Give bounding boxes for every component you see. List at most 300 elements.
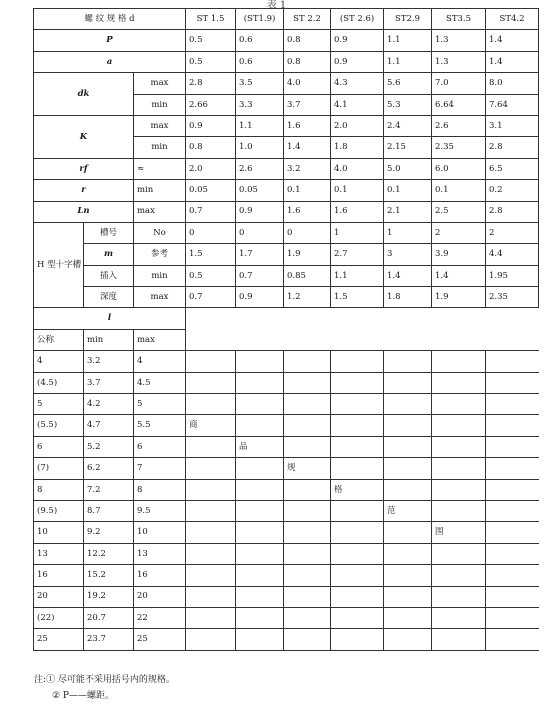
range-cell: [284, 586, 331, 607]
range-cell: [236, 565, 284, 586]
table-row: [34, 543, 539, 564]
size-header: (ST 2.6): [331, 9, 384, 30]
range-cell: [284, 351, 331, 372]
range-cell: [384, 458, 432, 479]
param-r-cell: 0.05: [236, 180, 284, 201]
table-row: [34, 479, 539, 500]
range-cell: [384, 543, 432, 564]
dk-min-cell: 6.64: [432, 94, 486, 115]
range-cell: [384, 372, 432, 393]
k-max-cell: 2.4: [384, 115, 432, 136]
length-nominal-cell: (4.5): [34, 372, 84, 393]
length-max-cell: 7: [134, 458, 186, 479]
range-cell: [486, 458, 539, 479]
range-cell: [486, 500, 539, 521]
param-rf-cell: 3.2: [284, 158, 331, 179]
param-r-cell: 0.1: [432, 180, 486, 201]
recess-value-cell: 3: [384, 244, 432, 265]
range-cell: [384, 607, 432, 628]
range-cell: [186, 436, 236, 457]
a-value-cell: 0.5: [186, 51, 236, 72]
length-min-cell: 12.2: [84, 543, 134, 564]
length-nominal-cell: (5.5): [34, 415, 84, 436]
range-cell: [486, 565, 539, 586]
range-cell: [331, 436, 384, 457]
range-cell: [284, 629, 331, 650]
recess-value-cell: 2: [432, 222, 486, 243]
range-cell: [486, 436, 539, 457]
table-row: [34, 115, 539, 136]
range-cell: [432, 458, 486, 479]
range-cell: [236, 458, 284, 479]
range-cell: [486, 586, 539, 607]
range-cell: [432, 607, 486, 628]
recess-value-cell: 0: [284, 222, 331, 243]
min-label: min: [134, 137, 186, 158]
dk-min-cell: 5.3: [384, 94, 432, 115]
table-row: [34, 30, 539, 51]
param-k-label: K: [34, 115, 134, 158]
range-cell: [236, 479, 284, 500]
param-ln-cell: 2.1: [384, 201, 432, 222]
k-max-cell: 3.1: [486, 115, 539, 136]
table-row: [34, 586, 539, 607]
range-cell: [486, 351, 539, 372]
size-header: ST4.2: [486, 9, 539, 30]
recess-value-cell: 1.9: [432, 287, 486, 308]
range-cell: [432, 500, 486, 521]
range-cell: [186, 565, 236, 586]
length-max-cell: 16: [134, 565, 186, 586]
range-cell: [284, 436, 331, 457]
dk-min-cell: 4.1: [331, 94, 384, 115]
param-r-cell: 0.2: [486, 180, 539, 201]
range-cell: [384, 351, 432, 372]
table-caption: 表 1: [266, 0, 287, 11]
pitch-cell: 0.8: [284, 30, 331, 51]
length-min-cell: 19.2: [84, 586, 134, 607]
dk-min-cell: 3.7: [284, 94, 331, 115]
table-row: [34, 180, 539, 201]
range-cell: [236, 351, 284, 372]
range-cell: [284, 607, 331, 628]
range-cell: [432, 394, 486, 415]
range-cell: [331, 500, 384, 521]
length-max-cell: 13: [134, 543, 186, 564]
note-1: 注:① 尽可能不采用括号内的规格。: [34, 675, 175, 685]
range-cell: [384, 479, 432, 500]
dk-min-cell: 7.64: [486, 94, 539, 115]
k-min-cell: 1.4: [284, 137, 331, 158]
a-value-cell: 0.9: [331, 51, 384, 72]
param-ln-label: Ln: [34, 201, 134, 222]
length-min-cell: 4.2: [84, 394, 134, 415]
min-label: min: [134, 94, 186, 115]
range-cell: [236, 629, 284, 650]
notes: [34, 672, 175, 704]
param-ln-cell: 1.6: [331, 201, 384, 222]
k-min-cell: 2.8: [486, 137, 539, 158]
pitch-cell: 0.5: [186, 30, 236, 51]
dk-max-cell: 7.0: [432, 73, 486, 94]
param-rf-cell: 5.0: [384, 158, 432, 179]
param-ln-cell: 0.9: [236, 201, 284, 222]
k-min-cell: 1.0: [236, 137, 284, 158]
recess-value-cell: 0: [236, 222, 284, 243]
recess-value-cell: 2: [486, 222, 539, 243]
range-cell: [186, 629, 236, 650]
table-row: [34, 565, 539, 586]
recess-value-cell: 1: [331, 222, 384, 243]
k-max-cell: 2.0: [331, 115, 384, 136]
k-min-cell: 2.15: [384, 137, 432, 158]
range-cell: [284, 565, 331, 586]
screw-spec-table: [33, 8, 539, 651]
length-min-cell: 20.7: [84, 607, 134, 628]
length-nominal-cell: 25: [34, 629, 84, 650]
range-cell: [331, 522, 384, 543]
length-nominal-cell: (22): [34, 607, 84, 628]
max-label: max: [134, 115, 186, 136]
recess-param-qualifier: min: [134, 265, 186, 286]
range-cell: [486, 479, 539, 500]
length-nominal-cell: (9.5): [34, 500, 84, 521]
range-word: 品: [236, 436, 284, 457]
length-max-cell: 4.5: [134, 372, 186, 393]
range-cell: [236, 522, 284, 543]
recess-value-cell: 1.8: [384, 287, 432, 308]
length-max-cell: 10: [134, 522, 186, 543]
table-row: [34, 265, 539, 286]
length-max-cell: 5.5: [134, 415, 186, 436]
range-cell: [384, 394, 432, 415]
param-p-label: P: [34, 30, 186, 51]
length-min-cell: 15.2: [84, 565, 134, 586]
a-value-cell: 0.8: [284, 51, 331, 72]
range-cell: [384, 565, 432, 586]
range-cell: [331, 586, 384, 607]
length-min-cell: 3.7: [84, 372, 134, 393]
length-max-cell: 9.5: [134, 500, 186, 521]
recess-param-name: 插入: [84, 265, 134, 286]
size-header: ST 1.5: [186, 9, 236, 30]
range-cell: [284, 500, 331, 521]
length-nominal-cell: 20: [34, 586, 84, 607]
recess-value-cell: 1.5: [186, 244, 236, 265]
recess-value-cell: 1.4: [432, 265, 486, 286]
range-cell: [331, 372, 384, 393]
range-cell: [236, 543, 284, 564]
range-cell: [486, 394, 539, 415]
length-nominal-cell: (7): [34, 458, 84, 479]
table-row: [34, 458, 539, 479]
range-cell: [186, 543, 236, 564]
table-row: [34, 51, 539, 72]
range-cell: [432, 543, 486, 564]
dk-max-cell: 4.3: [331, 73, 384, 94]
range-cell: [331, 607, 384, 628]
note-2: ② P——螺距。: [52, 691, 114, 701]
range-cell: [486, 415, 539, 436]
range-cell: [331, 415, 384, 436]
recess-value-cell: 1.9: [284, 244, 331, 265]
recess-value-cell: 1.5: [331, 287, 384, 308]
range-cell: [186, 607, 236, 628]
length-min-cell: 8.7: [84, 500, 134, 521]
recess-param-name: m: [84, 244, 134, 265]
range-cell: [432, 586, 486, 607]
recess-param-qualifier: max: [134, 287, 186, 308]
range-cell: [384, 629, 432, 650]
param-ln-cell: 2.5: [432, 201, 486, 222]
table-row: [34, 415, 539, 436]
param-ln-qualifier: max: [134, 201, 186, 222]
k-max-cell: 1.1: [236, 115, 284, 136]
dk-max-cell: 2.8: [186, 73, 236, 94]
recess-value-cell: 0.5: [186, 265, 236, 286]
length-nominal-cell: 4: [34, 351, 84, 372]
length-nominal-cell: 13: [34, 543, 84, 564]
pitch-cell: 1.3: [432, 30, 486, 51]
range-cell: [186, 458, 236, 479]
param-rf-label: rf: [34, 158, 134, 179]
table-row: [34, 244, 539, 265]
length-max-cell: 25: [134, 629, 186, 650]
recess-value-cell: 1.1: [331, 265, 384, 286]
param-r-cell: 0.05: [186, 180, 236, 201]
recess-value-cell: 4.4: [486, 244, 539, 265]
range-cell: [432, 372, 486, 393]
dk-min-cell: 2.66: [186, 94, 236, 115]
range-cell: [432, 436, 486, 457]
length-min-cell: 3.2: [84, 351, 134, 372]
table-row: [34, 607, 539, 628]
table-row: [34, 522, 539, 543]
recess-param-qualifier: 参考: [134, 244, 186, 265]
recess-value-cell: 1.95: [486, 265, 539, 286]
range-word: 范: [384, 500, 432, 521]
table-row: [34, 629, 539, 650]
range-cell: [486, 522, 539, 543]
a-value-cell: 1.3: [432, 51, 486, 72]
param-ln-cell: 2.8: [486, 201, 539, 222]
range-word: 围: [432, 522, 486, 543]
length-nominal-cell: 10: [34, 522, 84, 543]
param-ln-cell: 1.6: [284, 201, 331, 222]
length-max-cell: 5: [134, 394, 186, 415]
length-max-cell: 22: [134, 607, 186, 628]
range-cell: [284, 522, 331, 543]
range-cell: [384, 586, 432, 607]
table-row: [34, 73, 539, 94]
range-cell: [331, 629, 384, 650]
param-r-label: r: [34, 180, 134, 201]
table-row: [34, 372, 539, 393]
range-cell: [186, 500, 236, 521]
range-cell: [186, 479, 236, 500]
max-label: max: [134, 73, 186, 94]
param-r-cell: 0.1: [284, 180, 331, 201]
range-cell: [186, 522, 236, 543]
dk-max-cell: 5.6: [384, 73, 432, 94]
k-min-cell: 0.8: [186, 137, 236, 158]
recess-param-name: 深度: [84, 287, 134, 308]
recess-value-cell: 1.2: [284, 287, 331, 308]
table-row: [34, 436, 539, 457]
length-min-cell: 6.2: [84, 458, 134, 479]
param-rf-cell: 2.0: [186, 158, 236, 179]
range-cell: [331, 394, 384, 415]
pitch-cell: 1.4: [486, 30, 539, 51]
pitch-cell: 1.1: [384, 30, 432, 51]
param-rf-qualifier: ≈: [134, 158, 186, 179]
range-cell: [331, 458, 384, 479]
k-max-cell: 2.6: [432, 115, 486, 136]
range-cell: [236, 500, 284, 521]
length-min-cell: 4.7: [84, 415, 134, 436]
param-dk-label: dk: [34, 73, 134, 116]
param-rf-cell: 6.0: [432, 158, 486, 179]
length-min-cell: 9.2: [84, 522, 134, 543]
recess-value-cell: 3.9: [432, 244, 486, 265]
table-row: [34, 394, 539, 415]
length-min-cell: 23.7: [84, 629, 134, 650]
range-cell: [284, 372, 331, 393]
table-row: [34, 201, 539, 222]
range-cell: [236, 372, 284, 393]
param-rf-cell: 2.6: [236, 158, 284, 179]
a-value-cell: 1.4: [486, 51, 539, 72]
size-header: ST3.5: [432, 9, 486, 30]
dk-max-cell: 8.0: [486, 73, 539, 94]
range-cell: [432, 565, 486, 586]
range-cell: [186, 372, 236, 393]
range-cell: [284, 543, 331, 564]
recess-value-cell: 1.7: [236, 244, 284, 265]
range-cell: [284, 394, 331, 415]
recess-value-cell: 0.7: [186, 287, 236, 308]
table-row: [34, 351, 539, 372]
length-max-cell: 8: [134, 479, 186, 500]
recess-value-cell: 0.9: [236, 287, 284, 308]
range-cell: [284, 415, 331, 436]
size-header: ST 2.2: [284, 9, 331, 30]
range-cell: [284, 479, 331, 500]
range-cell: [486, 543, 539, 564]
range-cell: [432, 629, 486, 650]
length-nominal-header: 公称: [34, 329, 84, 350]
length-min-cell: 5.2: [84, 436, 134, 457]
length-nominal-cell: 16: [34, 565, 84, 586]
recess-param-name: 槽号: [84, 222, 134, 243]
k-min-cell: 1.8: [331, 137, 384, 158]
spec-table-body: [34, 9, 539, 651]
table-row: [34, 158, 539, 179]
length-nominal-cell: 8: [34, 479, 84, 500]
range-cell: [236, 607, 284, 628]
pitch-cell: 0.9: [331, 30, 384, 51]
range-cell: [236, 394, 284, 415]
length-max-cell: 6: [134, 436, 186, 457]
range-cell: [186, 586, 236, 607]
range-cell: [486, 607, 539, 628]
param-a-label: a: [34, 51, 186, 72]
header-row: [34, 9, 539, 30]
range-cell: [236, 415, 284, 436]
range-cell: [432, 415, 486, 436]
recess-value-cell: 2.7: [331, 244, 384, 265]
k-max-cell: 1.6: [284, 115, 331, 136]
thread-size-label: 螺 纹 规 格 d: [34, 9, 186, 30]
recess-group-label: H 型十字槽: [34, 222, 84, 308]
range-cell: [384, 436, 432, 457]
table-row: [34, 222, 539, 243]
recess-value-cell: 1: [384, 222, 432, 243]
param-rf-cell: 6.5: [486, 158, 539, 179]
table-row: [34, 287, 539, 308]
k-min-cell: 2.35: [432, 137, 486, 158]
range-cell: [432, 479, 486, 500]
dk-max-cell: 3.5: [236, 73, 284, 94]
length-max-cell: 4: [134, 351, 186, 372]
range-cell: [186, 394, 236, 415]
range-cell: [432, 351, 486, 372]
recess-value-cell: 0.7: [236, 265, 284, 286]
k-max-cell: 0.9: [186, 115, 236, 136]
a-value-cell: 0.6: [236, 51, 284, 72]
range-cell: [331, 543, 384, 564]
length-min-cell: 7.2: [84, 479, 134, 500]
size-header: ST2.9: [384, 9, 432, 30]
param-r-cell: 0.1: [331, 180, 384, 201]
range-cell: [331, 351, 384, 372]
recess-value-cell: 0.85: [284, 265, 331, 286]
recess-value-cell: 1.4: [384, 265, 432, 286]
table-row: [34, 308, 539, 329]
blank-area: [186, 308, 539, 351]
recess-value-cell: 2.35: [486, 287, 539, 308]
length-min-header: min: [84, 329, 134, 350]
range-cell: [331, 565, 384, 586]
dk-max-cell: 4.0: [284, 73, 331, 94]
range-word: 格: [331, 479, 384, 500]
param-ln-cell: 0.7: [186, 201, 236, 222]
pitch-cell: 0.6: [236, 30, 284, 51]
range-cell: [486, 629, 539, 650]
range-word: 商: [186, 415, 236, 436]
param-rf-cell: 4.0: [331, 158, 384, 179]
length-max-header: max: [134, 329, 186, 350]
recess-value-cell: 0: [186, 222, 236, 243]
param-r-qualifier: min: [134, 180, 186, 201]
range-cell: [384, 522, 432, 543]
length-label: l: [34, 308, 186, 329]
length-nominal-cell: 5: [34, 394, 84, 415]
range-cell: [186, 351, 236, 372]
range-cell: [236, 586, 284, 607]
range-word: 规: [284, 458, 331, 479]
dk-min-cell: 3.3: [236, 94, 284, 115]
size-header: (ST1.9): [236, 9, 284, 30]
length-nominal-cell: 6: [34, 436, 84, 457]
table-row: [34, 500, 539, 521]
param-r-cell: 0.1: [384, 180, 432, 201]
length-max-cell: 20: [134, 586, 186, 607]
range-cell: [486, 372, 539, 393]
range-cell: [384, 415, 432, 436]
a-value-cell: 1.1: [384, 51, 432, 72]
recess-param-qualifier: No: [134, 222, 186, 243]
